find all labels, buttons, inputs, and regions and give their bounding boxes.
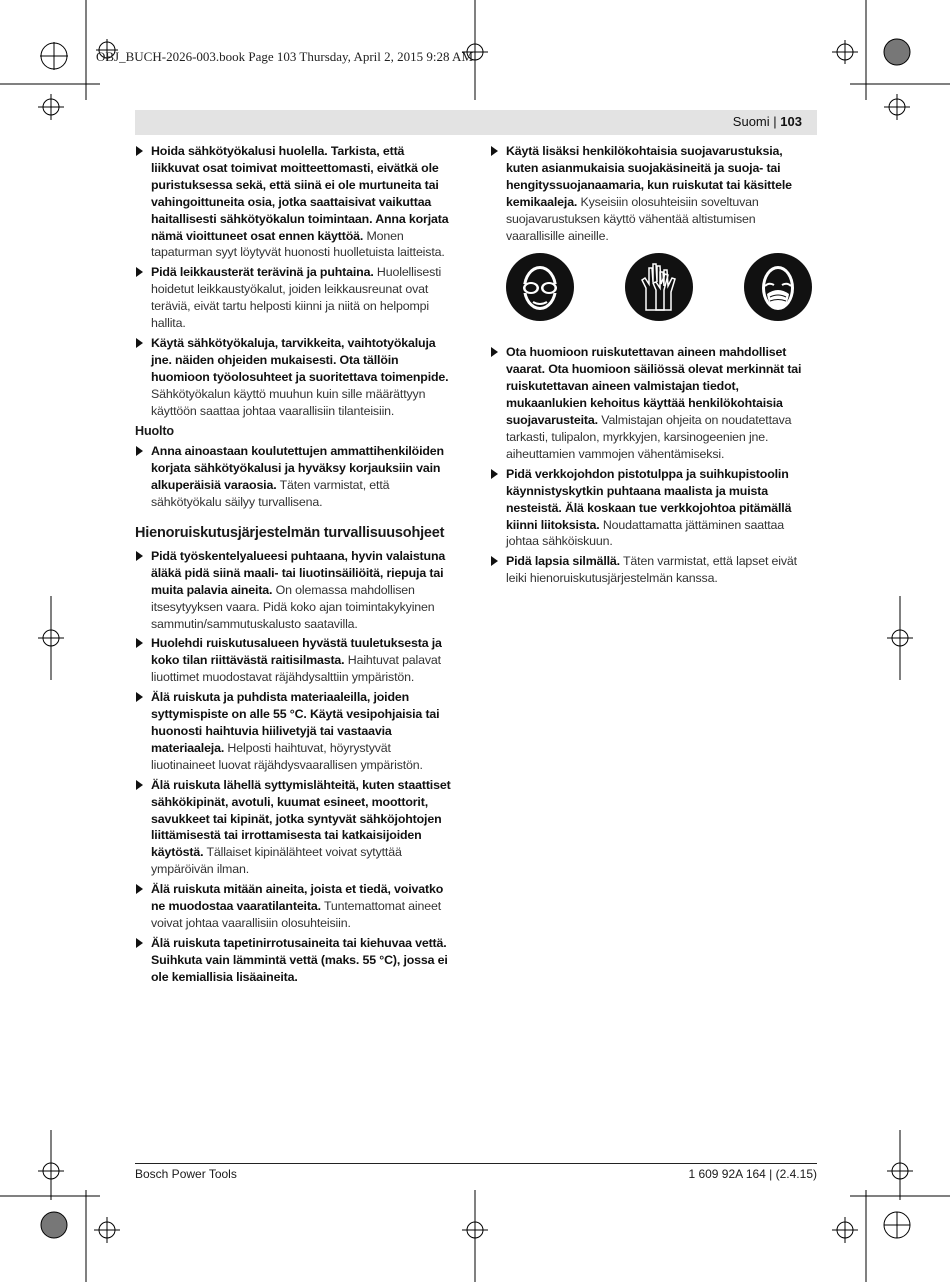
bullet-item	[135, 443, 453, 511]
bullet-normal-text: Sähkötyökalun käyttö muuhun kuin sille määrättyyn käyttöön saattaa johtaa vaarallisiin tilanteisiin.	[151, 386, 426, 418]
subheading-huolto: Huolto	[135, 423, 174, 438]
bullet-normal-text: Monen tapaturman syyt löytyvät huonosti huolletuista laitteista.	[151, 228, 445, 260]
bullet-bold-text: Älä ruiskuta ja puhdista materiaaleilla, joiden syttymispiste on alle 55 °C. Käytä vesipohjaisia tai huonosti haihtuvia hiilivetyjä tai vastaavia materiaaleja.	[151, 690, 440, 755]
bullet-triangle-icon	[136, 638, 143, 648]
page-number: 103	[780, 114, 802, 129]
bullet-normal-text: Tällaiset kipinälähteet voivat sytyttää ympäröivän ilman.	[151, 845, 402, 877]
bullet-triangle-icon	[136, 446, 143, 456]
bullet-bold-text: Huolehdi ruiskutusalueen hyvästä tuuletuksesta ja koko tilan riittävästä raitisilmasta.	[151, 636, 442, 668]
bullet-bold-text: Hoida sähkötyökalusi huolella. Tarkista, että liikkuvat osat toimivat moitteettomasti, eivätkä ole puristuksessa sekä, että siinä ei ole murtuneita tai vahingoittuneita osia, jotka saattaisivat vaikuttaa haitallisesti sähkötyökalun toimintaan. Anna korjata nämä vioittuneet osat ennen käyttöä.	[151, 144, 449, 243]
bullet-triangle-icon	[136, 884, 143, 894]
footer-rule	[135, 1163, 817, 1164]
bullet-item	[490, 466, 817, 551]
left-list-1	[135, 143, 453, 420]
bullet-triangle-icon	[136, 267, 143, 277]
footer-brand: Bosch Power Tools	[135, 1167, 237, 1181]
bullet-item	[490, 344, 817, 462]
safety-goggles-icon	[505, 252, 575, 322]
bullet-item	[135, 881, 453, 932]
respirator-mask-icon	[743, 252, 813, 322]
header-language: Suomi	[732, 114, 770, 129]
bullet-bold-text: Pidä verkkojohdon pistotulppa ja suihkupistoolin käynnistyskytkin puhtaana maalista ja muista nesteistä. Älä koskaan tue verkkojohtoa pitämällä kiinni liitoksista.	[506, 466, 792, 532]
bullet-triangle-icon	[491, 556, 498, 566]
bullet-bold-text: Ota huomioon ruiskutettavan aineen mahdolliset vaarat. Ota huomioon säiliössä olevat merkinnät tai ruiskutettavan aineen valmistajan tiedot, mukaanlukien kehoitus käyttää henkilökohtaisia suojavarusteita.	[506, 345, 802, 428]
footer-doc-number: 1 609 92A 164 | (2.4.15)	[688, 1167, 817, 1181]
bullet-bold-text: Pidä leikkausterät terävinä ja puhtaina.	[151, 265, 374, 280]
bullet-triangle-icon	[136, 338, 143, 348]
bullet-item	[135, 335, 453, 420]
bullet-bold-text: Älä ruiskuta mitään aineita, joista et tiedä, voivatko ne muodostaa vaaratilanteita.	[151, 882, 444, 914]
bullet-item	[490, 553, 817, 587]
page-header	[733, 114, 802, 129]
bullet-triangle-icon	[491, 469, 498, 479]
bullet-bold-text: Älä ruiskuta lähellä syttymislähteitä, kuten staattiset sähkökipinät, avotuli, kuumat esineet, moottorit, savukkeet tai kipinät, jotka syntyvät sähköjohtojen liittämisestä tai irrottamisesta tai katkaisijoiden käytöstä.	[151, 777, 451, 860]
bullet-normal-text: Täten varmistat, että lapset eivät leiki hienoruiskutusjärjestelmän kanssa.	[506, 554, 797, 586]
bullet-bold-text: Pidä työskentelyalueesi puhtaana, hyvin valaistuna äläkä pidä siinä maali- tai liuotinsäiliöitä, riepuja tai muita palavia aineita.	[151, 548, 446, 597]
bullet-item	[135, 689, 453, 774]
bullet-triangle-icon	[491, 146, 498, 156]
bullet-item	[135, 264, 453, 332]
bullet-item	[135, 635, 453, 686]
bullet-triangle-icon	[491, 347, 498, 357]
bullet-triangle-icon	[136, 692, 143, 702]
bullet-bold-text: Älä ruiskuta tapetinirrotusaineita tai kiehuvaa vettä. Suihkuta vain lämmintä vettä (maks. 55 °C), jossa ei ole kemiallisia lisäaineita.	[151, 935, 448, 984]
bullet-normal-text: Valmistajan ohjeita on noudatettava tarkasti, tulipalon, myrkkyjen, karsinogeenien jne. aiheuttamien vammojen vähentämiseksi.	[506, 413, 792, 461]
right-column	[490, 143, 817, 590]
left-list-3	[135, 548, 453, 986]
bullet-bold-text: Käytä sähkötyökaluja, tarvikkeita, vaihtotyökaluja jne. näiden ohjeiden mukaisesti. Ota tällöin huomioon työolosuhteet ja suoritettava toimenpide.	[151, 335, 449, 384]
header-bar	[135, 110, 817, 135]
right-list-1	[490, 143, 817, 244]
bullet-normal-text: Tuntemattomat aineet voivat johtaa vaarallisiin olosuhteisiin.	[151, 899, 442, 930]
bullet-bold-text: Anna ainoastaan koulutettujen ammattihenkilöiden korjata sähkötyökalusi ja hyväksy korjauksiin vain alkuperäisiä varaosia.	[151, 444, 444, 493]
bullet-item	[135, 935, 453, 986]
bullet-triangle-icon	[136, 780, 143, 790]
bullet-item	[490, 143, 817, 244]
bullet-item	[135, 777, 453, 878]
bullet-normal-text: Haihtuvat palavat liuottimet muodostavat räjähdysalttiin ympäristön.	[151, 653, 441, 685]
bullet-bold-text: Pidä lapsia silmällä.	[506, 554, 620, 569]
bullet-normal-text: Kyseisiin olosuhteisiin soveltuvan suojavarustuksen käyttö vähentää altistumisen vaarallisille aineille.	[506, 194, 759, 243]
bullet-normal-text: On olemassa mahdollisen itsesytyyksen vaara. Pidä koko ajan toimintakykyinen sammutin/sammutuskalusto saatavilla.	[151, 582, 435, 631]
right-list-2	[490, 344, 817, 587]
ppe-icons	[490, 252, 817, 322]
book-info-line: OBJ_BUCH-2026-003.book Page 103 Thursday, April 2, 2015 9:28 AM	[96, 49, 473, 64]
bullet-triangle-icon	[136, 938, 143, 948]
left-column	[135, 143, 453, 989]
bullet-item	[135, 143, 453, 261]
section-title: Hienoruiskutusjärjestelmän turvallisuusohjeet	[135, 525, 445, 542]
bullet-normal-text: Huolellisesti hoidetut leikkaustyökalut, joiden leikkausreunat ovat teräviä, eivät tartu helposti kiinni ja niitä on helpompi hallita.	[151, 265, 442, 331]
bullet-normal-text: Täten varmistat, että sähkötyökalu säilyy turvallisena.	[151, 478, 390, 510]
bullet-triangle-icon	[136, 551, 143, 561]
bullet-item	[135, 548, 453, 633]
left-list-2	[135, 443, 453, 511]
bullet-normal-text: Noudattamatta jättäminen saattaa johtaa sähköiskuun.	[506, 517, 785, 549]
protective-gloves-icon	[624, 252, 694, 322]
bullet-bold-text: Käytä lisäksi henkilökohtaisia suojavarustuksia, kuten asianmukaisia suojakäsineitä ja suoja- tai hengityssuojanaamaria, kun ruiskutat tai käsittele kemikaaleja.	[506, 144, 792, 209]
header-separator: |	[773, 114, 777, 129]
bullet-normal-text: Helposti haihtuvat, höyrystyvät liuotinaineet luovat räjähdysvaarallisen ympäristön.	[151, 740, 423, 772]
bullet-triangle-icon	[136, 146, 143, 156]
